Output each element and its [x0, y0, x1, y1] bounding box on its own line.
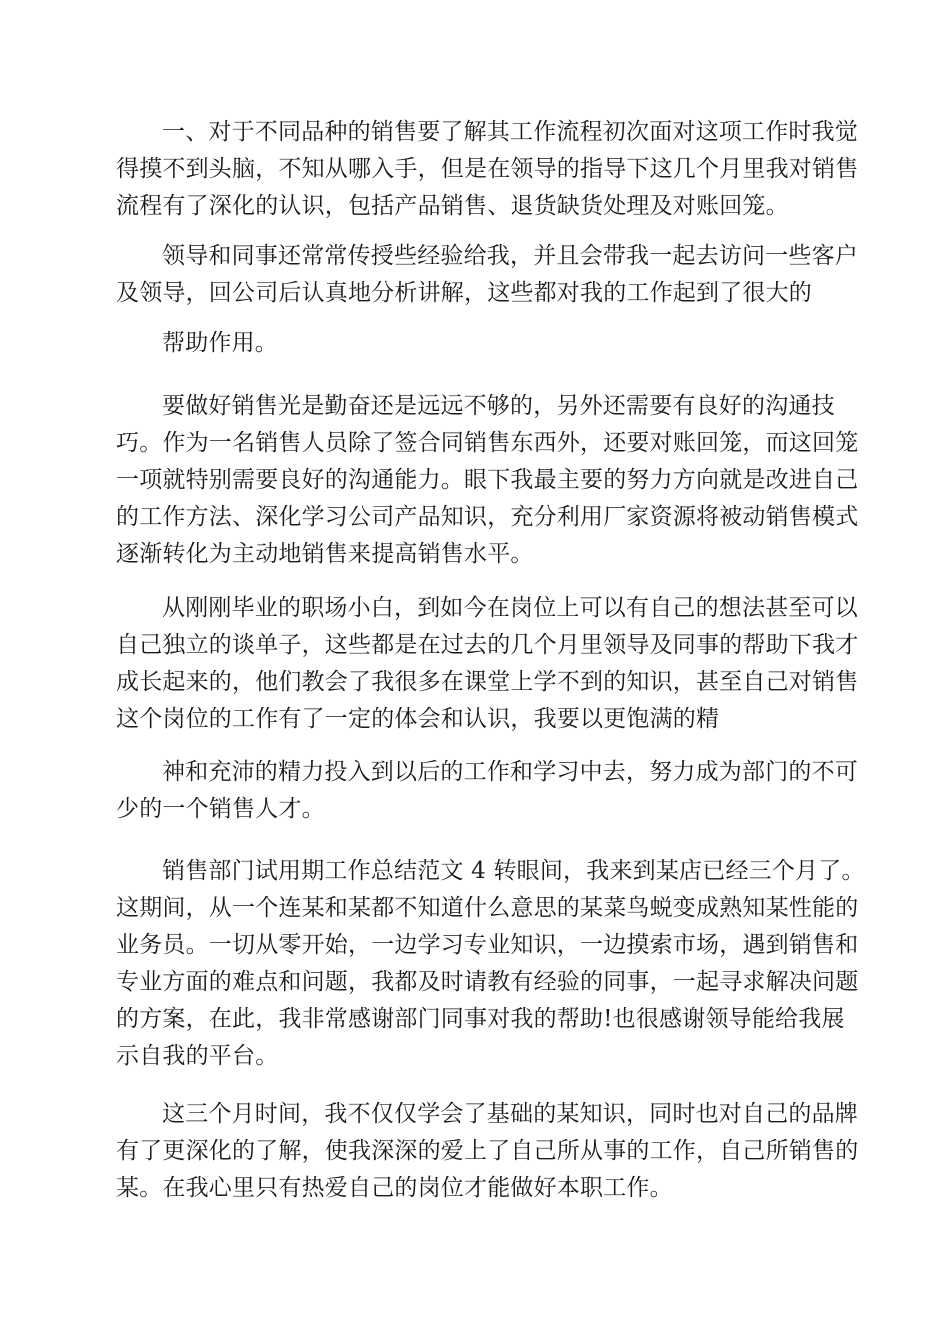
text-line: 的方案，在此，我非常感谢部门同事对我的帮助!也很感谢领导能给我展 [116, 1006, 845, 1032]
text-line: 某。在我心里只有热爱自己的岗位才能做好本职工作。 [116, 1175, 673, 1201]
paragraph-4 [116, 388, 859, 573]
paragraph-6 [116, 754, 858, 828]
text-line: 得摸不到头脑，不知从哪入手，但是在领导的指导下这几个月里我对销售 [116, 156, 859, 182]
text-line: 有了更深化的了解，使我深深的爱上了自己所从事的工作，自己所销售的 [116, 1138, 859, 1164]
text-line: 自己独立的谈单子，这些都是在过去的几个月里领导及同事的帮助下我才 [116, 632, 859, 658]
paragraph-3 [116, 325, 836, 362]
text-line: 专业方面的难点和问题，我都及时请教有经验的同事，一起寻求解决问题 [116, 969, 859, 995]
paragraph-2 [116, 238, 858, 312]
text-line: 这三个月时间，我不仅仅学会了基础的某知识，同时也对自己的品牌 [162, 1101, 858, 1127]
text-line: 及领导，回公司后认真地分析讲解，这些都对我的工作起到了很大的 [116, 280, 812, 306]
text-line: 逐渐转化为主动地销售来提高销售水平。 [116, 541, 534, 567]
paragraph-1 [116, 114, 859, 225]
text-line: 销售部门试用期工作总结范文 4 转眼间，我来到某店已经三个月了。 [162, 858, 865, 884]
text-line: 帮助作用。 [162, 330, 278, 356]
paragraph-7 [116, 853, 865, 1075]
text-line: 从刚刚毕业的职场小白，到如今在岗位上可以有自己的想法甚至可以 [162, 595, 858, 621]
text-line: 领导和同事还常常传授些经验给我，并且会带我一起去访问一些客户 [162, 243, 858, 269]
text-line: 一项就特别需要良好的沟通能力。眼下我最主要的努力方向就是改进自己 [116, 467, 859, 493]
text-line: 这期间，从一个连某和某都不知道什么意思的某菜鸟蜕变成熟知某性能的 [116, 895, 859, 921]
paragraph-8 [116, 1096, 859, 1207]
text-line: 一、对于不同品种的销售要了解其工作流程初次面对这项工作时我觉 [162, 119, 858, 145]
text-line: 流程有了深化的认识，包括产品销售、退货缺货处理及对账回笼。 [116, 193, 789, 219]
text-line: 少的一个销售人才。 [116, 796, 325, 822]
text-line: 要做好销售光是勤奋还是远远不够的，另外还需要有良好的沟通技 [162, 393, 835, 419]
text-line: 的工作方法、深化学习公司产品知识，充分利用厂家资源将被动销售模式 [116, 504, 859, 530]
text-line: 这个岗位的工作有了一定的体会和认识，我要以更饱满的精 [116, 706, 720, 732]
text-line: 业务员。一切从零开始，一边学习专业知识，一边摸索市场，遇到销售和 [116, 932, 859, 958]
paragraph-5 [116, 590, 859, 738]
text-line: 成长起来的，他们教会了我很多在课堂上学不到的知识，甚至自己对销售 [116, 669, 859, 695]
text-line: 神和充沛的精力投入到以后的工作和学习中去，努力成为部门的不可 [162, 759, 858, 785]
text-line: 示自我的平台。 [116, 1043, 279, 1069]
text-line: 巧。作为一名销售人员除了签合同销售东西外，还要对账回笼，而这回笼 [116, 430, 859, 456]
